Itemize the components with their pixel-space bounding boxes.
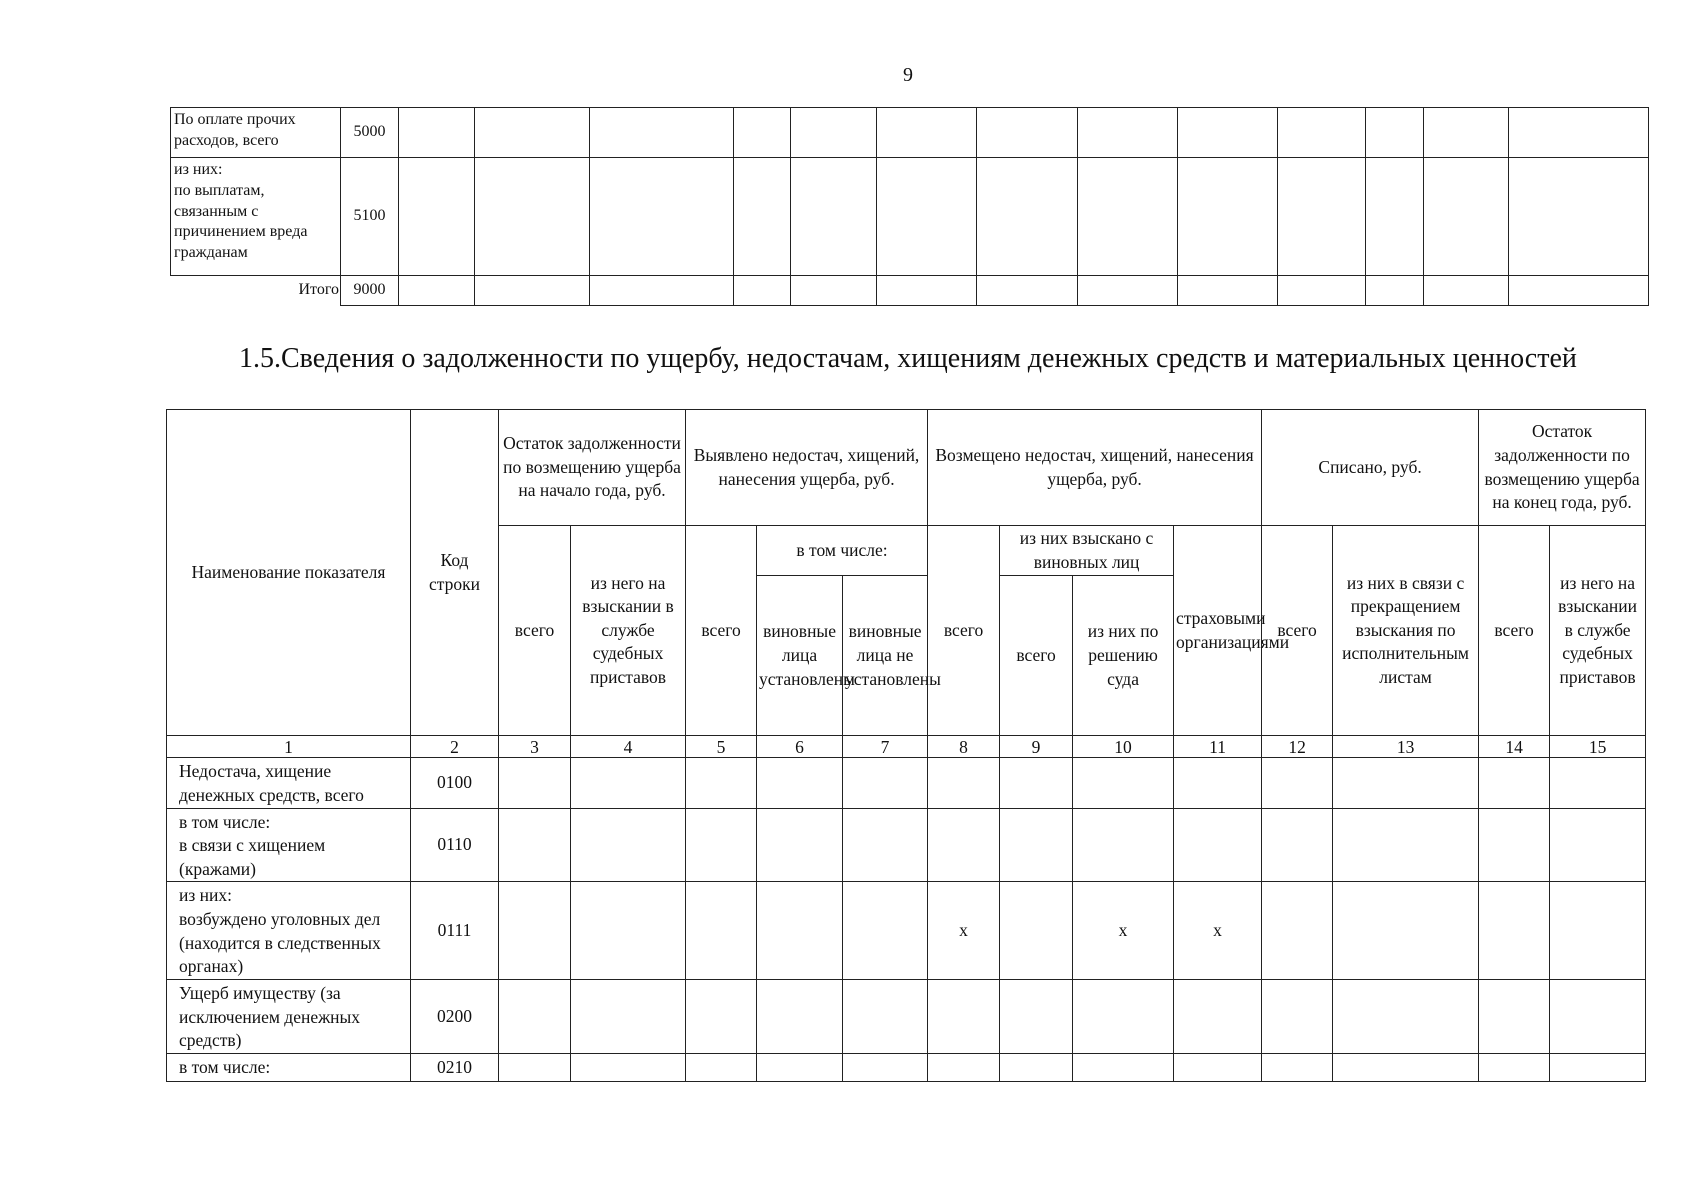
expenses-cell [1366,158,1424,276]
data-cell [843,758,928,808]
column-number: 7 [843,736,928,758]
data-cell [1479,758,1550,808]
header-code: Код строки [411,410,499,736]
header-compensated: Возмещено недостач, хищений, нанесения ущерба, руб. [928,410,1262,526]
data-cell [757,808,843,882]
data-cell [1262,1053,1333,1081]
expenses-row-name: По оплате прочих расходов, всего [171,108,341,158]
row-code: 0110 [411,808,499,882]
expenses-cell [734,108,791,158]
expenses-row-code: 9000 [341,276,399,306]
expenses-cell [877,158,977,276]
expenses-row-code: 5000 [341,108,399,158]
column-number-row [167,736,1646,758]
row-code: 0210 [411,1053,499,1081]
expenses-cell [1424,158,1509,276]
data-cell [499,979,571,1053]
expenses-cell [475,158,590,276]
expenses-cell [1278,158,1366,276]
column-number: 14 [1479,736,1550,758]
expenses-cell [877,276,977,306]
data-cell [1333,808,1479,882]
data-cell [1479,1053,1550,1081]
page-number: 9 [903,64,913,86]
expenses-cell [977,158,1078,276]
data-cell: x [1174,882,1262,980]
data-cell [1174,758,1262,808]
column-number: 10 [1073,736,1174,758]
header-start-bailiff: из него на взыскании в службе судебных приставов [571,526,686,736]
header-name: Наименование показателя [167,410,411,736]
data-cell [1000,979,1073,1053]
table-row [167,882,1646,980]
header-by-court: из них по решению суда [1073,576,1174,736]
data-cell: x [1073,882,1174,980]
data-cell [571,979,686,1053]
data-cell [1262,758,1333,808]
data-cell [1262,882,1333,980]
data-cell [571,882,686,980]
expenses-cell [734,276,791,306]
column-number: 13 [1333,736,1479,758]
expenses-cell [1178,108,1278,158]
expenses-cell [1509,158,1649,276]
data-cell [1333,882,1479,980]
data-cell [1174,808,1262,882]
header-detected-total: всего [686,526,757,736]
header-start-total: всего [499,526,571,736]
data-cell [1333,979,1479,1053]
expenses-cell [475,108,590,158]
expenses-cell [977,276,1078,306]
column-number: 1 [167,736,411,758]
column-number: 9 [1000,736,1073,758]
header-culprits-found: виновные лица установлены [757,576,843,736]
data-cell [1000,1053,1073,1081]
expenses-cell [1366,276,1424,306]
expenses-cell [399,158,475,276]
expenses-cell [1424,276,1509,306]
row-code: 0111 [411,882,499,980]
data-cell [1550,1053,1646,1081]
header-end-total: всего [1479,526,1550,736]
data-cell [757,979,843,1053]
data-cell [1479,979,1550,1053]
header-enforcement-stopped: из них в связи с прекращением взыскания по исполнительным листам [1333,526,1479,736]
column-number: 15 [1550,736,1646,758]
expenses-cell [877,108,977,158]
row-code: 0100 [411,758,499,808]
expenses-row [171,276,1649,306]
header-balance-start: Остаток задолженности по возмещению ущерба на начало года, руб. [499,410,686,526]
column-number: 4 [571,736,686,758]
table-row [167,979,1646,1053]
expenses-cell [1078,276,1178,306]
column-number: 12 [1262,736,1333,758]
header-recovered-total: всего [1000,576,1073,736]
data-cell [1262,808,1333,882]
table-row [167,808,1646,882]
expenses-cell [1078,108,1178,158]
data-cell [1479,882,1550,980]
data-cell [1000,808,1073,882]
debt-table [166,409,1646,1082]
data-cell [571,808,686,882]
expenses-cell [475,276,590,306]
data-cell [1073,1053,1174,1081]
data-cell [499,808,571,882]
row-name: из них: возбуждено уголовных дел (находится в следственных органах) [167,882,411,980]
expenses-cell [399,276,475,306]
data-cell [1333,1053,1479,1081]
data-cell [1550,979,1646,1053]
data-cell [843,808,928,882]
header-compensated-total: всего [928,526,1000,736]
expenses-cell [1278,276,1366,306]
column-number: 6 [757,736,843,758]
data-cell [928,808,1000,882]
expenses-cell [791,158,877,276]
expenses-cell [1078,158,1178,276]
data-cell [571,1053,686,1081]
header-detected-including: в том числе: [757,526,928,576]
data-cell [1000,882,1073,980]
data-cell [843,882,928,980]
data-cell [1550,758,1646,808]
expenses-cell [590,158,734,276]
header-culprits-not-found: виновные лица не установлены [843,576,928,736]
column-number: 8 [928,736,1000,758]
data-cell [1333,758,1479,808]
data-cell [1174,979,1262,1053]
expenses-cell [1509,108,1649,158]
data-cell [928,758,1000,808]
data-cell [1479,808,1550,882]
column-number: 2 [411,736,499,758]
column-number: 5 [686,736,757,758]
data-cell [1550,808,1646,882]
data-cell [686,979,757,1053]
expenses-table [170,107,1649,306]
header-detected: Выявлено недостач, хищений, нанесения ущерба, руб. [686,410,928,526]
data-cell [686,882,757,980]
data-cell [499,758,571,808]
data-cell [757,882,843,980]
data-cell [1073,758,1174,808]
header-written-off: Списано, руб. [1262,410,1479,526]
expenses-cell [734,158,791,276]
data-cell [843,979,928,1053]
header-recovered-culprits: из них взыскано с виновных лиц [1000,526,1174,576]
data-cell [686,808,757,882]
data-cell [1073,808,1174,882]
expenses-row [171,108,1649,158]
expenses-row-code: 5100 [341,158,399,276]
column-number: 3 [499,736,571,758]
header-written-total: всего [1262,526,1333,736]
header-balance-end: Остаток задолженности по возмещению ущерба на конец года, руб. [1479,410,1646,526]
column-number: 11 [1174,736,1262,758]
expenses-row [171,158,1649,276]
row-name: в том числе: [167,1053,411,1081]
header-end-bailiff: из него на взыскании в службе судебных приставов [1550,526,1646,736]
data-cell [928,979,1000,1053]
row-name: Недостача, хищение денежных средств, всего [167,758,411,808]
expenses-cell [1424,108,1509,158]
data-cell [1000,758,1073,808]
expenses-cell [1178,158,1278,276]
data-cell [499,882,571,980]
data-cell [843,1053,928,1081]
row-name: в том числе: в связи с хищением (кражами) [167,808,411,882]
data-cell [1174,1053,1262,1081]
data-cell: x [928,882,1000,980]
expenses-cell [1278,108,1366,158]
data-cell [928,1053,1000,1081]
expenses-cell [590,108,734,158]
data-cell [686,758,757,808]
data-cell [757,1053,843,1081]
expenses-row-name: из них: по выплатам, связанным с причинением вреда гражданам [171,158,341,276]
row-name: Ущерб имуществу (за исключением денежных средств) [167,979,411,1053]
table-row [167,758,1646,808]
data-cell [571,758,686,808]
header-insurers: страховыми организациями [1174,526,1262,736]
expenses-cell [791,276,877,306]
expenses-cell [1366,108,1424,158]
expenses-cell [399,108,475,158]
expenses-cell [590,276,734,306]
expenses-cell [977,108,1078,158]
data-cell [1073,979,1174,1053]
data-cell [686,1053,757,1081]
data-cell [1550,882,1646,980]
data-cell [1262,979,1333,1053]
expenses-cell [1509,276,1649,306]
data-cell [499,1053,571,1081]
section-title: 1.5.Сведения о задолженности по ущербу, недостачам, хищениям денежных средств и материальных ценностей [239,343,1577,374]
data-cell [757,758,843,808]
table-row [167,1053,1646,1081]
row-code: 0200 [411,979,499,1053]
expenses-cell [791,108,877,158]
expenses-row-name: Итого [171,276,341,306]
expenses-cell [1178,276,1278,306]
